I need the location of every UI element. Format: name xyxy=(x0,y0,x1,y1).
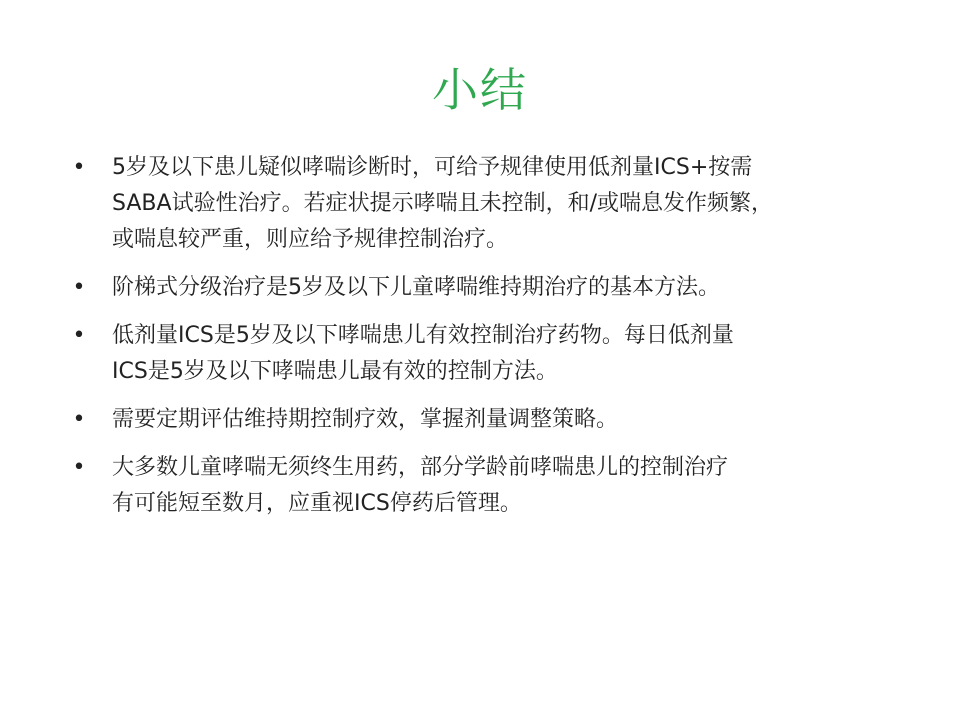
bullet-text-line: 大多数儿童哮喘无须终生用药，部分学龄前哮喘患儿的控制治疗 xyxy=(112,455,729,480)
bullet-text-line: 低剂量ICS是5岁及以下哮喘患儿有效控制治疗药物。每日低剂量 xyxy=(112,323,734,348)
bullet-text-line: 5岁及以下患儿疑似哮喘诊断时，可给予规律使用低剂量ICS+按需 xyxy=(112,155,753,180)
bullet-item xyxy=(72,150,902,258)
bullet-text-line: 阶梯式分级治疗是5岁及以下儿童哮喘维持期治疗的基本方法。 xyxy=(112,275,720,300)
bullet-dot-icon: • xyxy=(72,407,86,432)
bullet-item xyxy=(72,450,902,522)
bullet-dot-icon: • xyxy=(72,455,86,480)
bullet-text-line: 或喘息较严重，则应给予规律控制治疗。 xyxy=(112,227,509,252)
bullet-item xyxy=(72,402,902,438)
bullet-dot-icon: • xyxy=(72,323,86,348)
bullet-list xyxy=(72,150,902,534)
bullet-item xyxy=(72,270,902,306)
bullet-dot-icon: • xyxy=(72,155,86,180)
slide-title: 小结 xyxy=(432,63,528,117)
bullet-text-line: ICS是5岁及以下哮喘患儿最有效的控制方法。 xyxy=(112,359,558,384)
bullet-text-line: 需要定期评估维持期控制疗效，掌握剂量调整策略。 xyxy=(112,407,619,432)
bullet-item xyxy=(72,318,902,390)
bullet-text-line: SABA试验性治疗。若症状提示哮喘且未控制，和/或喘息发作频繁， xyxy=(112,191,773,216)
bullet-dot-icon: • xyxy=(72,275,86,300)
bullet-text-line: 有可能短至数月，应重视ICS停药后管理。 xyxy=(112,491,522,516)
